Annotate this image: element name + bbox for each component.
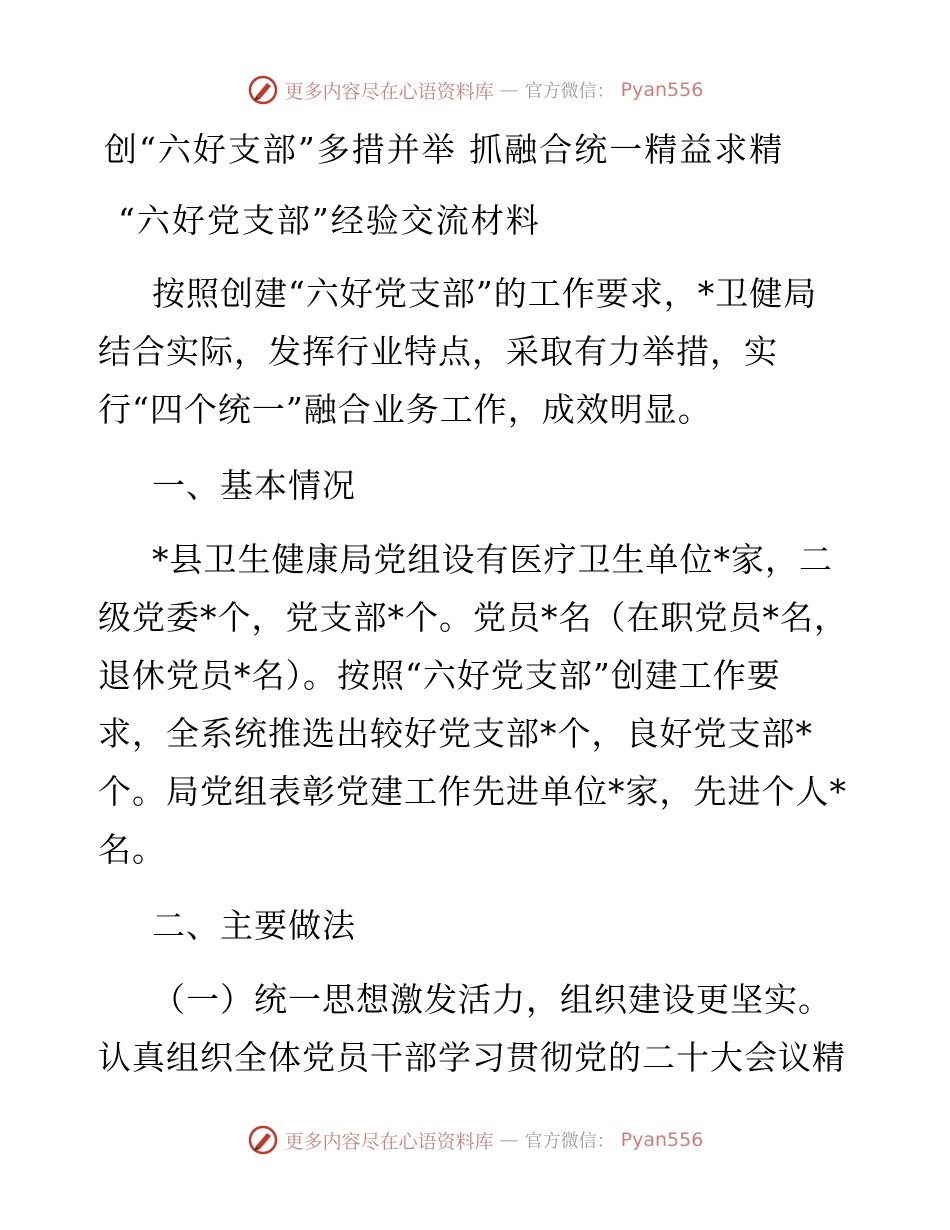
watermark-separator: — bbox=[499, 1129, 519, 1151]
section2-line: 认真组织全体党员干部学习贯彻党的二十大会议精 bbox=[98, 1038, 846, 1077]
pen-nib-logo-icon bbox=[247, 74, 279, 106]
watermark-wechat-id: Pyan556 bbox=[620, 1129, 704, 1151]
section2-line: （一）统一思想激发活力，组织建设更坚实。 bbox=[152, 980, 832, 1019]
section-heading: 二、主要做法 bbox=[152, 906, 356, 945]
section1-line: 个。局党组表彰党建工作先进单位*家，先进个人* bbox=[98, 772, 847, 811]
section1-line: 退休党员*名）。按照“六好党支部”创建工作要 bbox=[98, 656, 781, 695]
section-heading: 一、基本情况 bbox=[152, 466, 356, 505]
watermark-footer bbox=[0, 1120, 950, 1160]
section1-line: 名。 bbox=[98, 830, 166, 869]
watermark-wechat-id: Pyan556 bbox=[620, 79, 704, 101]
intro-line: 行“四个统一”融合业务工作，成效明显。 bbox=[98, 390, 712, 429]
section1-line: *县卫生健康局党组设有医疗卫生单位*家，二 bbox=[152, 540, 833, 579]
pen-nib-logo-icon bbox=[247, 1124, 279, 1156]
document-title: 创“六好支部”多措并举 抓融合统一精益求精 bbox=[104, 130, 785, 169]
watermark-separator: — bbox=[499, 79, 519, 101]
section1-line: 级党委*个，党支部*个。党员*名（在职党员*名， bbox=[98, 598, 848, 637]
section1-line: 求，全系统推选出较好党支部*个，良好党支部* bbox=[98, 714, 813, 753]
watermark-header bbox=[0, 70, 950, 110]
document-subtitle: “六好党支部”经验交流材料 bbox=[118, 201, 541, 240]
watermark-brand: 更多内容尽在心语资料库 bbox=[284, 1130, 494, 1153]
watermark-label: 官方微信： bbox=[524, 81, 615, 102]
intro-line: 结合实际，发挥行业特点，采取有力举措，实 bbox=[98, 332, 778, 371]
intro-line: 按照创建“六好党支部”的工作要求，*卫健局 bbox=[152, 274, 818, 313]
watermark-label: 官方微信： bbox=[524, 1131, 615, 1152]
watermark-brand: 更多内容尽在心语资料库 bbox=[284, 80, 494, 103]
